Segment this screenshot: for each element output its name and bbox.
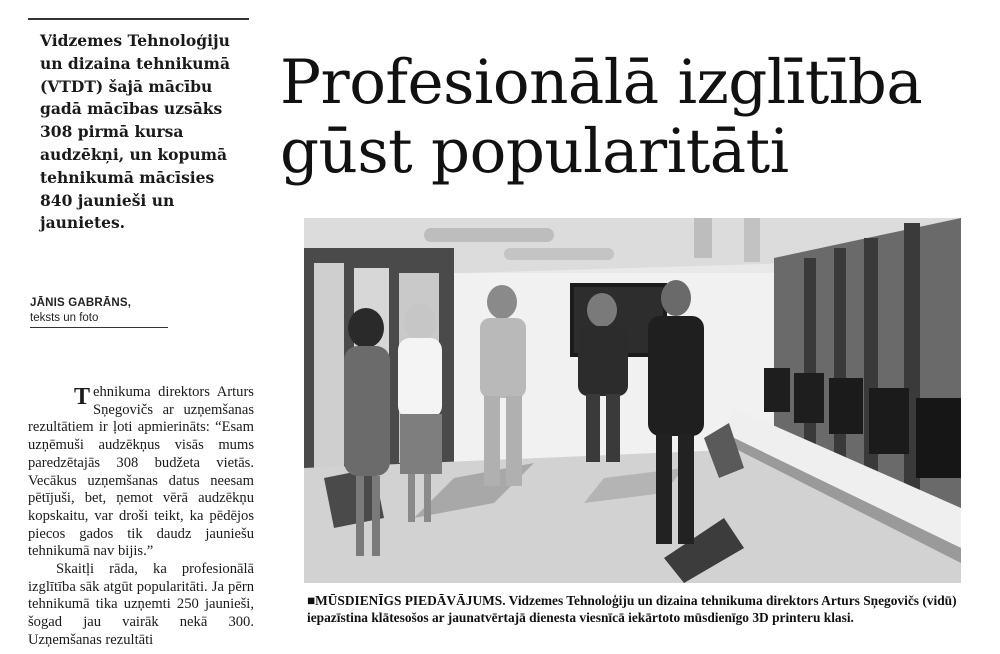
byline-rule <box>30 327 168 328</box>
headline: Profesionālā izglītība gūst popularitāti <box>280 47 923 187</box>
caption-marker: ■ <box>307 593 316 608</box>
author-name: JĀNIS GABRĀNS, <box>30 297 132 309</box>
photo-classroom <box>304 218 961 583</box>
body-paragraph-1-text: ehnikuma direktors Arturs Sņegovičs ar uzņemšanas rezultātiem ir ļoti apmierināts: “Esam uzņēmuši audzēkņus visās mums paredzētajās 308 budžeta vietās. Vecākus uzņemšanas datus neesam pētījuši, bet, ņemot vērā audzēkņu kopskaitu, var droši teikt, ka pēdējos piecos gados tik daudz jauniešu tehnikumā nav bijis.” <box>28 384 254 560</box>
body-paragraph-2: Skaitļi rāda, ka profesionālā izglītība sāk atgūt popularitāti. Ja pērn tehnikumā tika uzņemti 250 jaunieši, šogad jau vairāk nekā 300. Uzņemšanas rezultāti <box>28 561 254 648</box>
top-rule <box>28 18 249 20</box>
author-role: teksts un foto <box>30 312 99 324</box>
caption-text: Vidzemes Tehnoloģiju un dizaina tehnikuma direktors Arturs Sņegovičs (vidū) iepazīstina klātesošos ar jaunatvērtajā dienesta viesnīcā iekārtoto mūsdienīgo 3D printeru klasi. <box>307 593 957 625</box>
drop-cap: T <box>74 384 91 410</box>
article-body <box>28 384 254 654</box>
article-lead: Vidzemes Tehnoloģiju un dizaina tehnikumā (VTDT) šajā mācību gadā mācības uzsāks 308 pirmā kursa audzēkņi, un kopumā tehnikumā mācīsies 840 jaunieši un jaunietes. <box>40 31 231 233</box>
caption-label: MŪSDIENĪGS PIEDĀVĀJUMS. <box>315 593 506 608</box>
article-photo <box>304 218 961 583</box>
body-paragraph-1 <box>28 384 254 561</box>
photo-caption <box>307 593 964 626</box>
